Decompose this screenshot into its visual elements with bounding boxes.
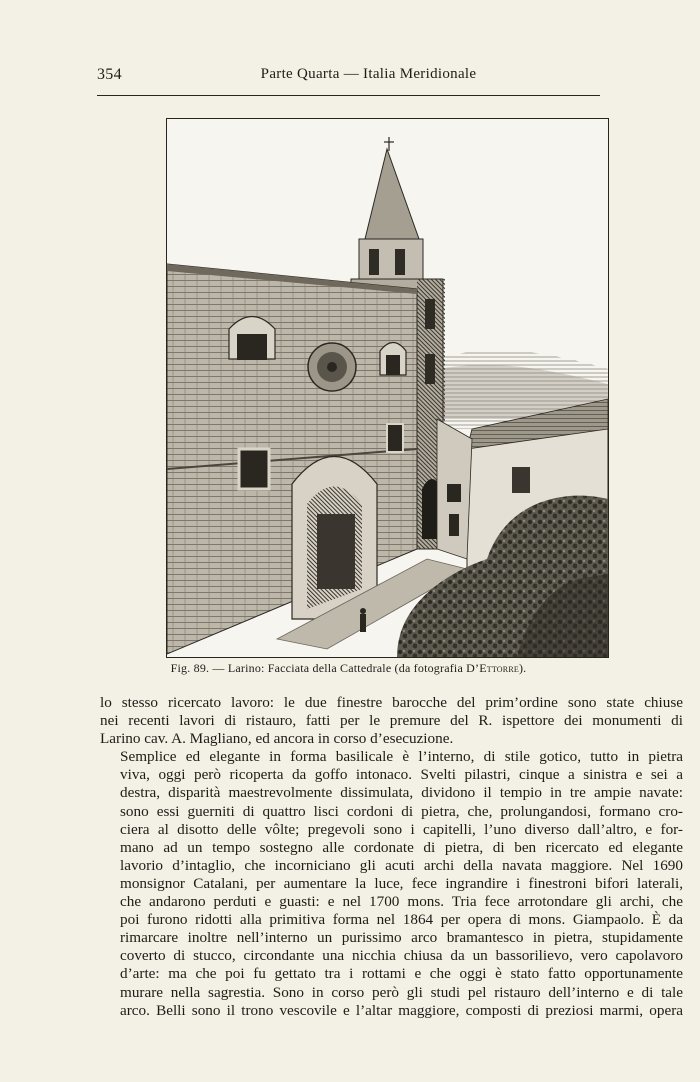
- text-line: Larino cav. A. Magliano, ed ancora in corso d’esecuzione.: [100, 730, 454, 748]
- page-number: 354: [97, 66, 122, 83]
- text-line: mano ad un tempo sostegno alle cordonate di pietra, di ben ricercato ed elegante: [120, 838, 683, 856]
- text-line: sono essi guerniti di quattro lisci cordoni di pietra, che, prolungandosi, formano cro-: [120, 802, 683, 820]
- text-line: coverto di stucco, circondante una nicchia chiusa da un bassorilievo, vero capolavoro: [120, 947, 683, 965]
- body-text: [100, 694, 683, 1020]
- text-line: destra, disparità maestrevolmente dissimulata, dividono il tempio in tre ampie navate:: [120, 784, 683, 802]
- running-title: Parte Quarta — Italia Meridionale: [260, 66, 477, 82]
- engraving-illustration: [167, 119, 608, 657]
- text-line: nei recenti lavori di ristauro, fatti per le premure del R. ispettore dei monumenti di: [100, 712, 683, 730]
- text-line: rimarcare inoltre nell’interno un purissimo arco bramantesco in pietra, stupidamente: [120, 929, 683, 947]
- paragraph-2: [100, 748, 683, 1019]
- caption-suffix: ).: [518, 661, 527, 675]
- text-line: murare nella sagrestia. Sono in corso però gli studi pel ristauro dell’interno e di tale: [120, 983, 683, 1001]
- paragraph-1: [100, 694, 683, 748]
- text-line: che andarono perduti e guasti: e nel 1700 mons. Tria fece arrotondare gli archi, che: [120, 893, 683, 911]
- text-line: Semplice ed elegante in forma basilicale è l’interno, di stile gotico, tutto in pietra: [120, 748, 683, 766]
- text-line: monsignor Catalani, per aumentare la luce, fece ingrandire i finestroni bifori laterali,: [120, 874, 683, 892]
- caption-text: Fig. 89. — Larino: Facciata della Cattedrale (da fotografia D’: [170, 661, 480, 675]
- header-rule: [97, 95, 600, 96]
- text-line: ciera al disotto delle vôlte; pregevoli sono i capitelli, l’uno diverso dall’altro, e for-: [120, 820, 683, 838]
- text-line: arco. Belli sono il trono vescovile e l’altar maggiore, composti di preziosi marmi, opera: [120, 1001, 683, 1019]
- text-line: d’arte: ma che poi fu gettato tra i rottami e che oggi è stato fatto opportunamente: [120, 965, 683, 983]
- text-line: viva, oggi però ricoperta da goffo intonaco. Svelti pilastri, cinque a sinistra e sei a: [120, 766, 683, 784]
- page-header: [97, 66, 600, 90]
- text-line: lavorio d’intaglio, che incorniciano gli acuti archi della navata maggiore. Nel 1690: [120, 856, 683, 874]
- text-line: lo stesso ricercato lavoro: le due finestre barocche del prim’ordine sono state chiuse: [100, 694, 683, 711]
- text-line: poi furono ridotti alla primitiva forma nel 1864 per opera di mons. Giampaolo. È da: [120, 911, 683, 929]
- caption-photographer: Ettorre: [479, 661, 519, 675]
- figure-caption: [97, 661, 600, 676]
- cathedral-engraving: [166, 118, 609, 658]
